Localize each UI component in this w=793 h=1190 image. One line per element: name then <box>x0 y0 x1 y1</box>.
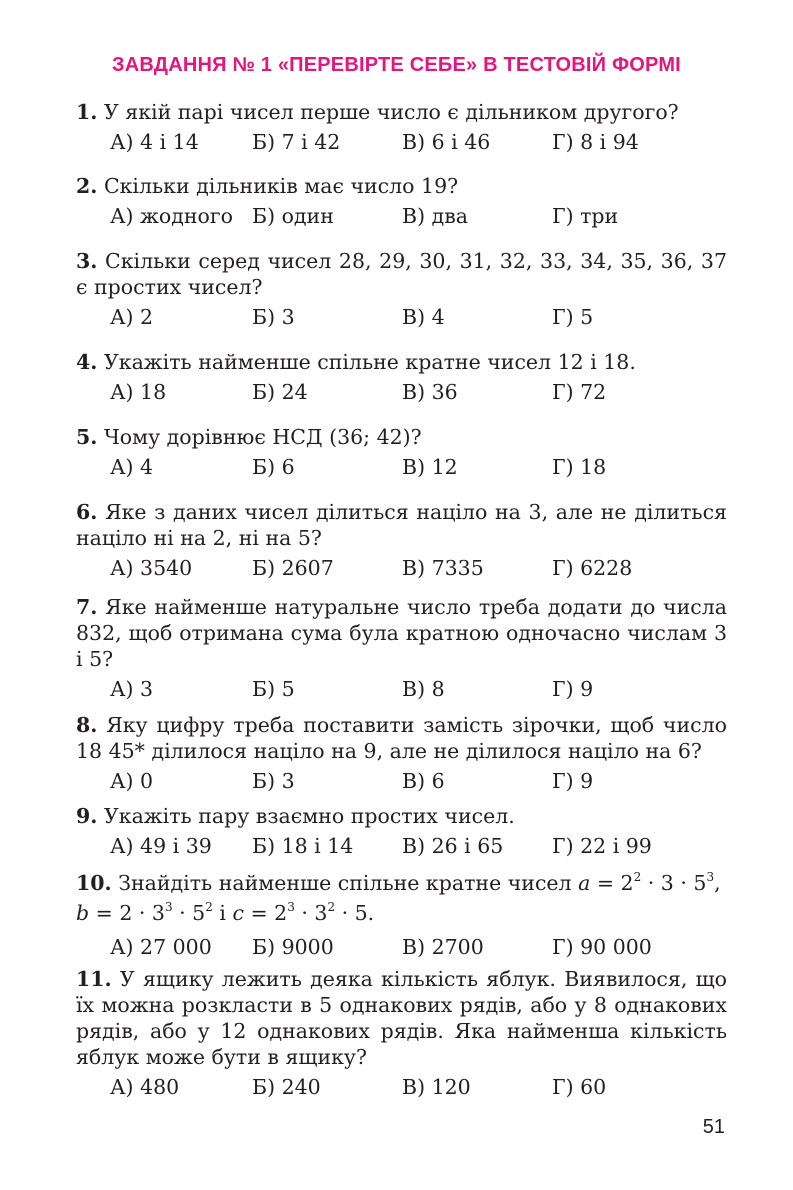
question-number: 8. <box>76 713 98 737</box>
option-b: Б) один <box>252 204 334 228</box>
question-text: Скільки дільників має число 19? <box>103 174 459 198</box>
option-d: Г) 18 <box>552 455 607 479</box>
question-number: 6. <box>76 500 98 524</box>
option-b: Б) 18 і 14 <box>252 834 354 858</box>
question-number: 11. <box>76 967 112 991</box>
option-c: В) 12 <box>402 455 458 479</box>
option-c: В) 8 <box>402 677 445 701</box>
option-c: В) два <box>402 204 468 228</box>
question-stem <box>76 248 727 300</box>
question-number: 2. <box>76 174 98 198</box>
question-number: 1. <box>76 100 98 124</box>
question-stem <box>76 803 727 829</box>
option-b: Б) 7 і 42 <box>252 130 341 154</box>
question-3 <box>76 248 727 330</box>
question-number: 7. <box>76 595 98 619</box>
option-b: Б) 5 <box>252 677 295 701</box>
answer-options <box>76 934 727 960</box>
question-2 <box>76 173 727 229</box>
answer-options <box>76 676 727 702</box>
option-c: В) 36 <box>402 380 458 404</box>
option-b: Б) 6 <box>252 455 295 479</box>
answer-options <box>76 454 727 480</box>
question-number: 4. <box>76 350 98 374</box>
option-c: В) 26 і 65 <box>402 834 504 858</box>
option-d: Г) 60 <box>552 1075 607 1099</box>
option-b: Б) 3 <box>252 769 295 793</box>
question-stem-formulas <box>76 900 727 926</box>
option-c: В) 6 <box>402 769 445 793</box>
question-stem <box>76 173 727 199</box>
page-title: ЗАВДАННЯ № 1 «ПЕРЕВІРТЕ СЕБЕ» В ТЕСТОВІЙ ФОРМІ <box>112 54 681 76</box>
option-a: А) 2 <box>110 305 154 329</box>
question-stem <box>76 499 727 551</box>
option-a: А) 480 <box>110 1075 180 1099</box>
option-c: В) 6 і 46 <box>402 130 491 154</box>
option-b: Б) 9000 <box>252 935 334 959</box>
option-a: А) 3 <box>110 677 154 701</box>
option-d: Г) 9 <box>552 769 594 793</box>
question-stem <box>76 99 727 125</box>
option-d: Г) 9 <box>552 677 594 701</box>
question-8 <box>76 712 727 794</box>
question-9 <box>76 803 727 859</box>
question-4 <box>76 349 727 405</box>
option-d: Г) 6228 <box>552 556 633 580</box>
question-10 <box>76 870 727 960</box>
option-b: Б) 240 <box>252 1075 321 1099</box>
question-7 <box>76 594 727 702</box>
question-stem <box>76 424 727 450</box>
option-d: Г) 72 <box>552 380 607 404</box>
question-5 <box>76 424 727 480</box>
question-text: Яке з даних чисел ділиться націло на 3, але не ділиться націло ні на 2, ні на 5? <box>76 500 727 550</box>
answer-options <box>76 129 727 155</box>
question-text: Укажіть найменше спільне кратне чисел 12 і 18. <box>103 350 636 374</box>
option-c: В) 7335 <box>402 556 484 580</box>
question-1 <box>76 99 727 155</box>
question-stem <box>76 966 727 1070</box>
question-text: Знайдіть найменше спільне кратне чисел <box>118 871 572 895</box>
option-d: Г) 22 і 99 <box>552 834 652 858</box>
question-stem <box>76 870 727 896</box>
question-stem <box>76 349 727 375</box>
question-6 <box>76 499 727 581</box>
option-b: Б) 24 <box>252 380 308 404</box>
question-text: Яке найменше натуральне число треба додати до числа 832, щоб отримана сума була кратною одночасно числам 3 і 5? <box>76 595 727 671</box>
option-d: Г) три <box>552 204 619 228</box>
option-a: А) 18 <box>110 380 167 404</box>
option-d: Г) 8 і 94 <box>552 130 639 154</box>
option-b: Б) 3 <box>252 305 295 329</box>
answer-options <box>76 203 727 229</box>
option-a: А) 49 і 39 <box>110 834 212 858</box>
option-a: А) 4 <box>110 455 154 479</box>
option-d: Г) 90 000 <box>552 935 652 959</box>
question-text: Укажіть пару взаємно простих чисел. <box>103 804 515 828</box>
option-b: Б) 2607 <box>252 556 334 580</box>
option-a: А) 27 000 <box>110 935 212 959</box>
question-text: Скільки серед чисел 28, 29, 30, 31, 32, 33, 34, 35, 36, 37 є простих чисел? <box>76 249 727 299</box>
question-11 <box>76 966 727 1100</box>
answer-options <box>76 304 727 330</box>
question-text: У ящику лежить деяка кількість яблук. Виявилося, що їх можна розкласти в 5 однакових рядів, або у 8 однакових рядів, або у 12 однакових рядів. Яка найменша кількість яблук може бути в ящику? <box>76 967 727 1069</box>
question-number: 3. <box>76 249 98 273</box>
page-number: 51 <box>702 1116 725 1138</box>
question-text: Чому дорівнює НСД (36; 42)? <box>103 425 422 449</box>
option-c: В) 120 <box>402 1075 471 1099</box>
question-number: 9. <box>76 804 98 828</box>
answer-options <box>76 833 727 859</box>
option-a: А) 3540 <box>110 556 193 580</box>
formula-b: $b = 2 \cdot 3^3 \cdot 5^2$ <box>76 900 213 925</box>
question-stem <box>76 712 727 764</box>
answer-options <box>76 1074 727 1100</box>
option-c: В) 4 <box>402 305 445 329</box>
formula-a: $a = 2^2 \cdot 3 \cdot 5^3$, <box>578 870 721 895</box>
question-text: У якій парі чисел перше число є дільником другого? <box>103 100 679 124</box>
option-c: В) 2700 <box>402 935 484 959</box>
question-number: 5. <box>76 425 98 449</box>
answer-options <box>76 555 727 581</box>
question-text: Яку цифру треба поставити замість зірочки, щоб число 18 45* ділилося націло на 9, але не ділилося націло на 6? <box>76 713 727 763</box>
formula-c: $c = 2^3 \cdot 3^2 \cdot 5$. <box>232 900 375 925</box>
question-stem <box>76 594 727 672</box>
answer-options <box>76 768 727 794</box>
formula-joiner: і <box>212 901 233 925</box>
question-number: 10. <box>76 871 112 895</box>
option-a: А) 4 і 14 <box>110 130 199 154</box>
option-a: А) жодного <box>110 204 233 228</box>
answer-options <box>76 379 727 405</box>
option-d: Г) 5 <box>552 305 594 329</box>
option-a: А) 0 <box>110 769 154 793</box>
